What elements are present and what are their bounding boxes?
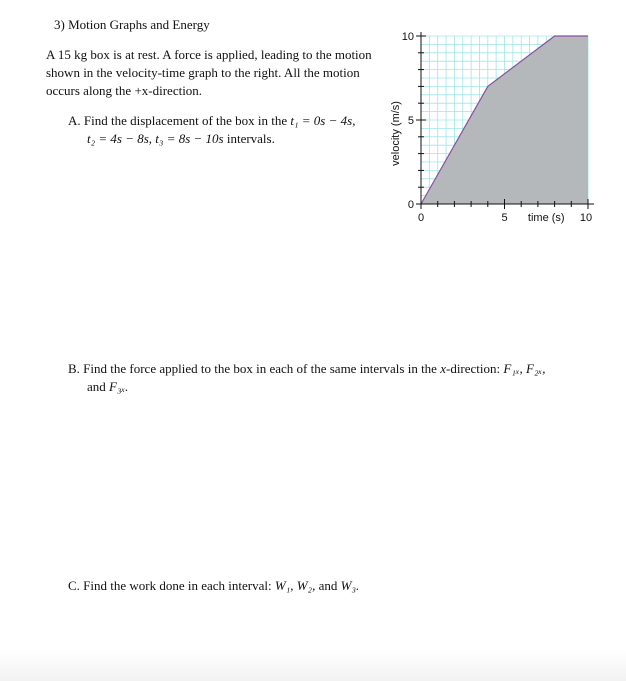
question-b-label: B. [68,361,80,376]
question-a [68,112,388,148]
interval-t3: t₃ = 8s − 10s [155,131,224,146]
work-symbols: W₁, W₂, [274,578,316,593]
force-f3: F₃ₓ. [109,379,129,394]
y-tick-label: 5 [407,115,414,127]
question-a-tail: intervals. [226,131,275,146]
question-b-axis: x [440,361,446,376]
y-tick-label: 10 [401,31,414,43]
question-b [68,360,588,396]
question-b-text: Find the force applied to the box in each of the same intervals in the [83,361,437,376]
question-c-and: and [318,578,338,593]
question-b-mid: -direction: [445,361,501,376]
x-tick-label: 0 [417,212,425,224]
problem-heading: 3) Motion Graphs and Energy [54,17,210,32]
force-symbols: F₁ₓ, F₂ₓ, [503,361,546,376]
velocity-time-chart [388,20,606,232]
x-tick-label: 10 [579,212,593,224]
question-c [68,578,359,594]
question-a-text: Find the displacement of the box in the [83,113,288,128]
interval-t2: t₂ = 4s − 8s, [87,131,153,146]
problem-intro: A 15 kg box is at rest. A force is applied, leading to the motion shown in the velocity-time graph to the right. All the motion occurs along the +x-direction. [46,47,372,98]
x-tick-label: 5 [501,212,508,224]
page-bottom-shadow [0,651,626,681]
y-tick-label: 0 [407,199,414,211]
y-axis-label: velocity (m/s) [390,101,402,166]
work-w3: W₃. [340,578,360,593]
question-a-label: A. [68,113,81,128]
x-axis-label: time (s) [527,212,565,224]
question-c-label: C. [68,578,80,593]
interval-t1: t₁ = 0s − 4s, [290,113,356,128]
question-c-text: Find the work done in each interval: [83,578,272,593]
question-b-and: and [87,379,106,394]
